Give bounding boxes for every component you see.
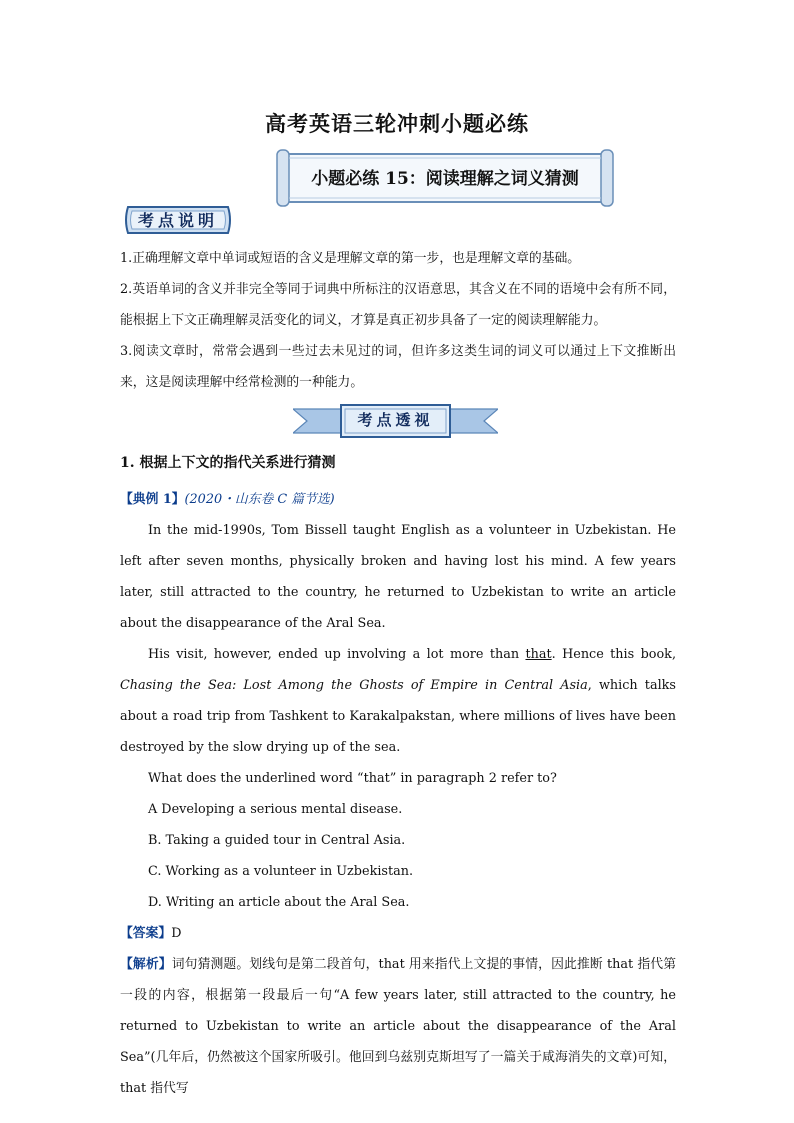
page-title: 高考英语三轮冲刺小题必练 [265,111,529,136]
topic-banner-text: 小题必练 15：阅读理解之词义猜测 [311,169,579,189]
analysis-paragraph [120,949,676,1104]
badge-focus-text: 考点透视 [357,411,434,429]
badge-explain [122,203,234,237]
badge-explain-text: 考点说明 [137,211,218,230]
underlined-word: that [525,647,552,662]
analysis-text: 词句猜测题。划线句是第二段首句，that 用来指代上文提的事情，因此推断 that 指代第一段的内容，根据第一段最后一句“A few years later, still attracted to the country, he returned to Uzbekistan to write an article about the disappearance of the Aral Sea”(几年后，仍然被这个国家所吸引。他回到乌兹别克斯坦写了一篇关于咸海消失的文章)可知，that 指代写 [120,957,677,1096]
answer-value: D [171,926,182,941]
answer-tag: 【答案】 [120,926,172,941]
option-b: B. Taking a guided tour in Central Asia. [148,833,406,848]
option-c: C. Working as a volunteer in Uzbekistan. [148,864,414,879]
analysis-tag: 【解析】 [120,957,172,972]
example-section [120,484,676,1104]
passage-text: His visit, however, ended up involving a lot more than [148,647,526,662]
example-source: (2020・山东卷 C 篇节选) [184,492,335,507]
intro-section [120,243,676,398]
option-a: A Developing a serious mental disease. [148,802,403,817]
example-tag: 【典例 1】 [120,492,185,507]
option-d: D. Writing an article about the Aral Sea. [148,895,410,910]
question-text: What does the underlined word “that” in paragraph 2 refer to? [148,771,557,786]
example-header [120,484,676,515]
passage-paragraph-2 [120,639,676,763]
intro-point-3: 3.阅读文章时，常常会遇到一些过去未见过的词，但许多这类生词的词义可以通过上下文推断出来，这是阅读理解中经常检测的一种能力。 [120,344,676,390]
passage-text: . Hence this book, [551,647,677,662]
passage-text: , which talks about a road trip from Tashkent to Karakalpakstan, where millions of lives have been destroyed by the slow drying up of the sea. [120,678,676,755]
book-title: Chasing the Sea: Lost Among the Ghosts of Empire in Central Asia [120,678,588,693]
section-heading: 1. 根据上下文的指代关系进行猜测 [120,455,336,471]
intro-point-2: 2.英语单词的含义并非完全等同于词典中所标注的汉语意思，其含义在不同的语境中会有所不同，能根据上下文正确理解灵活变化的词义，才算是真正初步具备了一定的阅读理解能力。 [120,282,676,328]
passage-paragraph-1: In the mid-1990s, Tom Bissell taught English as a volunteer in Uzbekistan. He left after seven months, physically broken and having lost his mind. A few years later, still attracted to the country, he returned to Uzbekistan to write an article about the disappearance of the Aral Sea. [120,523,676,631]
intro-point-1: 1.正确理解文章中单词或短语的含义是理解文章的第一步，也是理解文章的基础。 [120,251,581,266]
badge-focus [293,403,498,439]
topic-banner [275,148,615,208]
answer-line [120,918,676,949]
